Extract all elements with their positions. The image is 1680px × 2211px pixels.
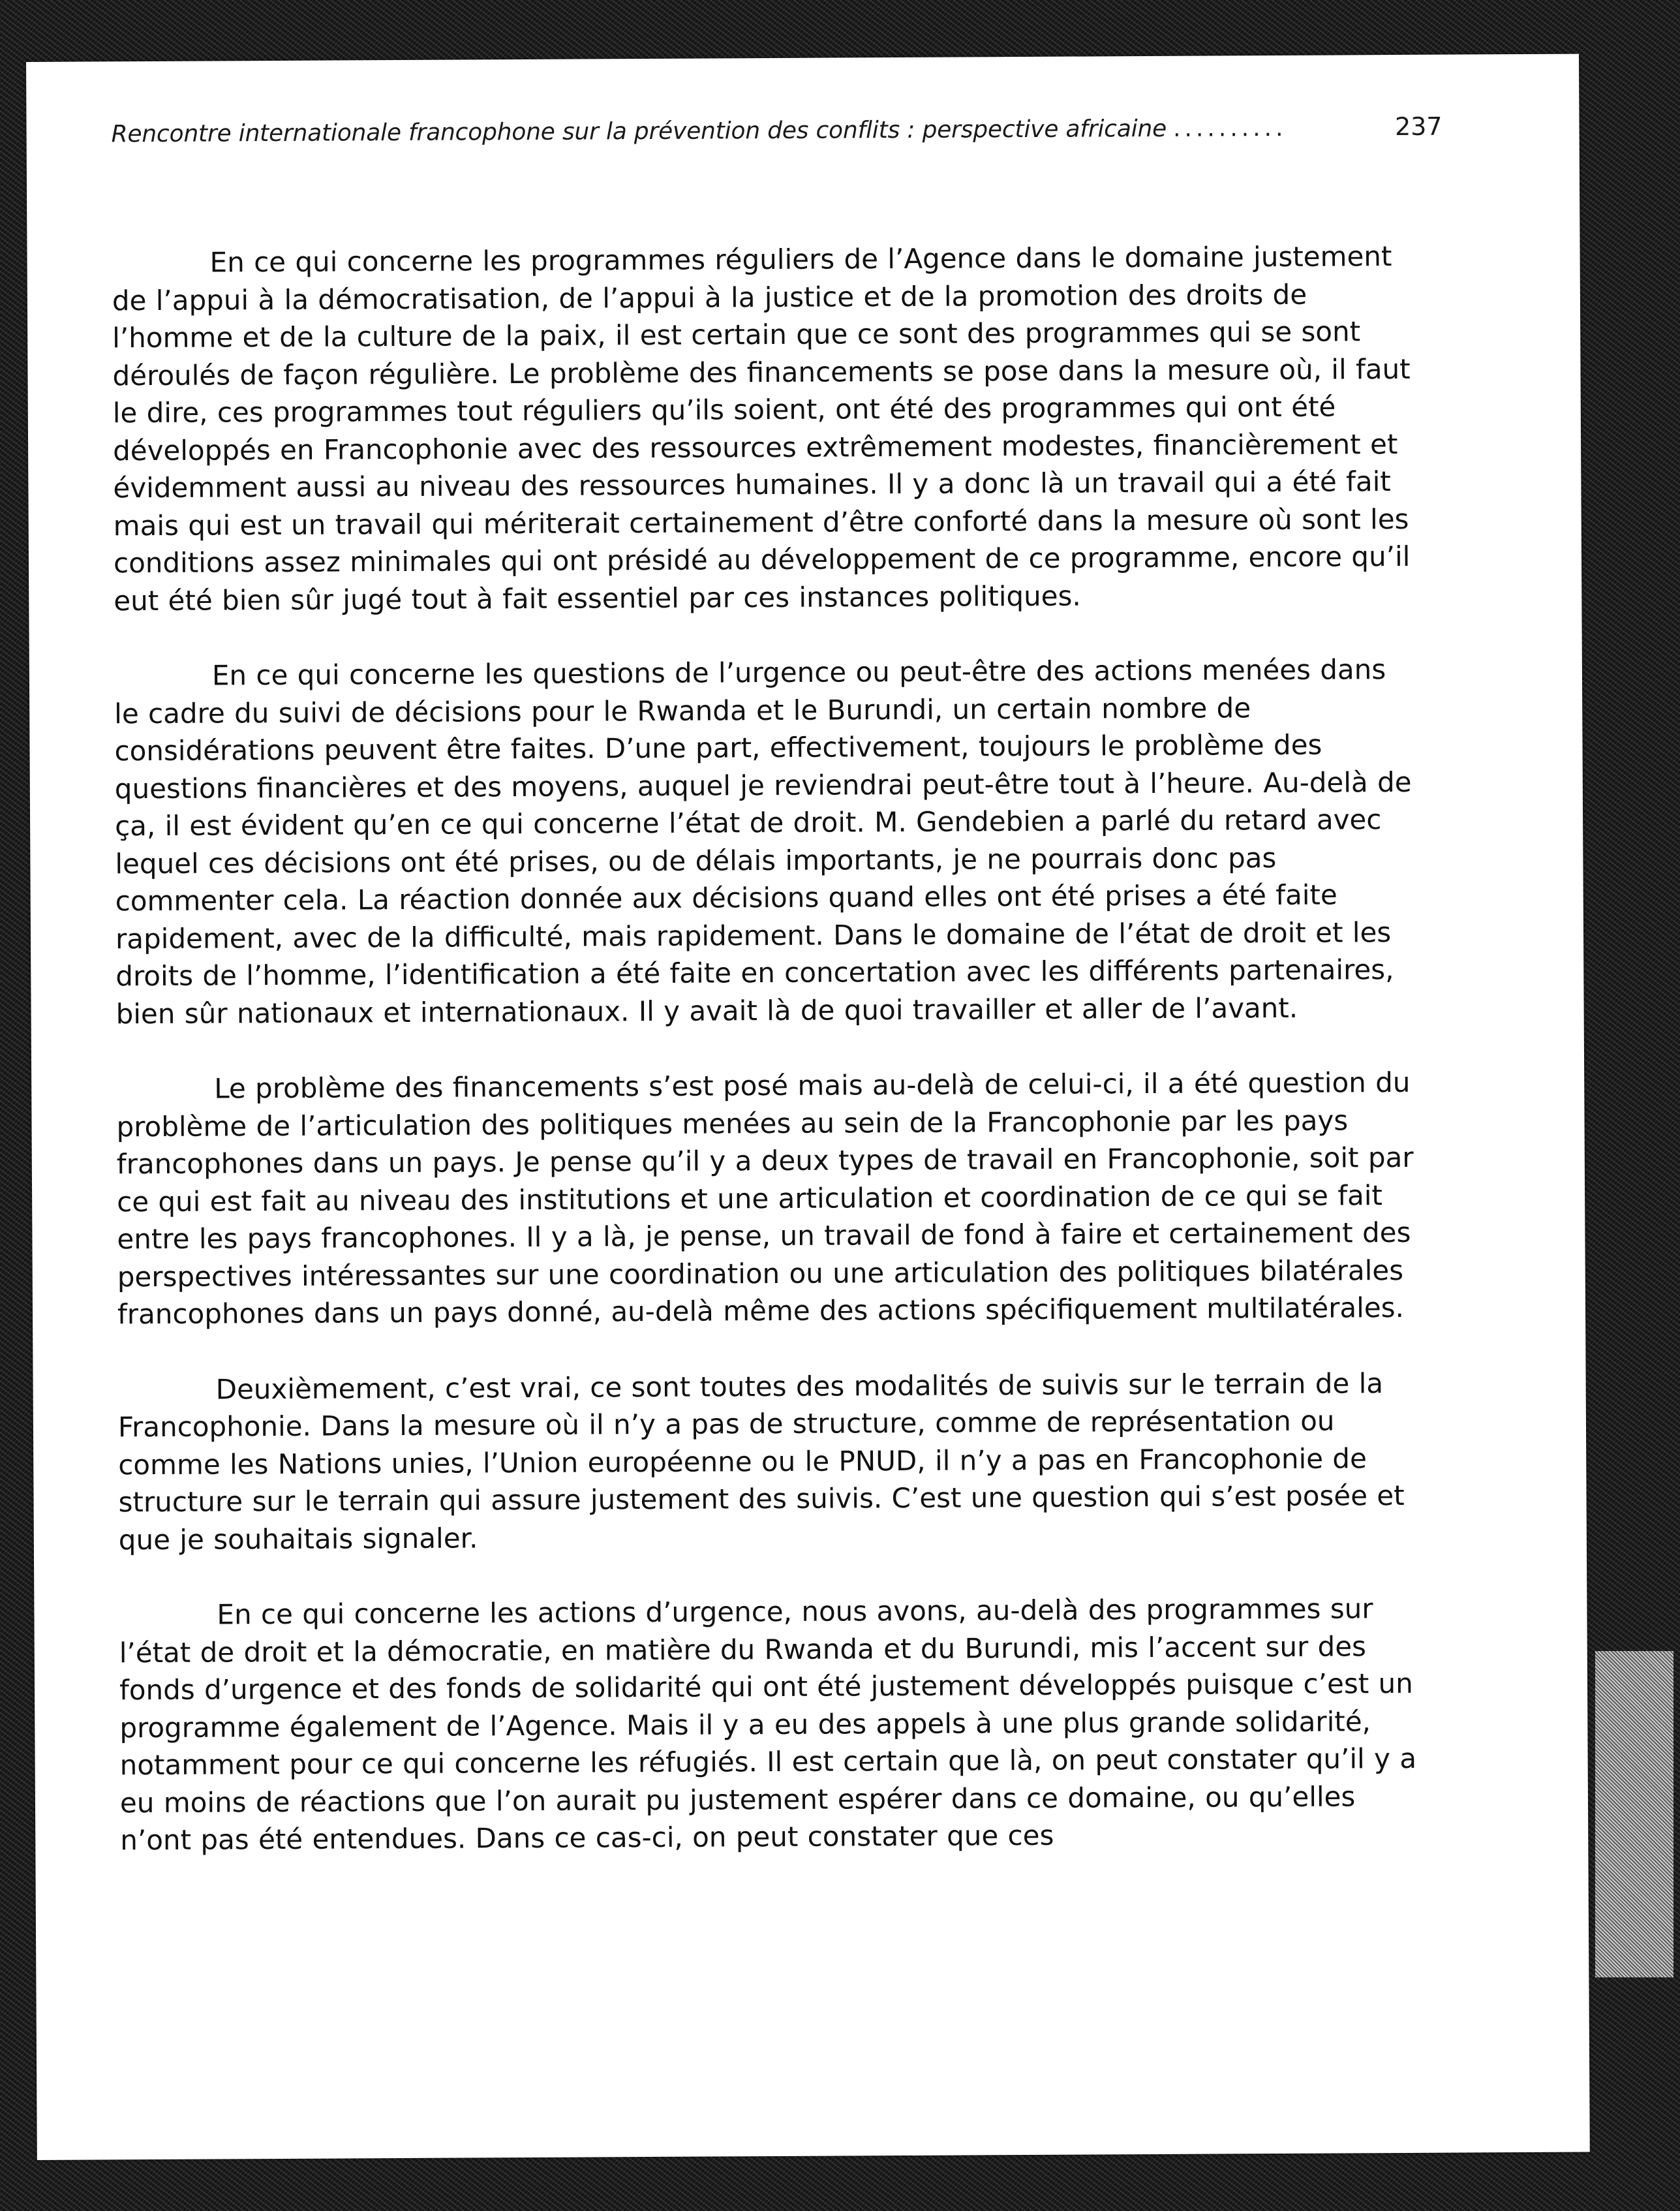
paragraph-2: En ce qui concerne les questions de l’urgence ou peut-être des actions menées dans le cadre du suivi de décisions pour le Rwanda et le Burundi, un certain nombre de considérations peuvent être faites. D’une part, effectivement, toujours le problème des questions financières et des moyens, auquel je reviendrai peut-être tout à l’heure. Au-delà de ça, il est évident qu’en ce qui concerne l’état de droit. M. Gendebien a parlé du retard avec lequel ces décisions ont été prises, ou de délais importants, je ne pourrais donc pas commenter cela. La réaction donnée aux décisions quand elles ont été prises a été faite rapidement, avec de la difficulté, mais rapidement. Dans le domaine de l’état de droit et les droits de l’homme, l’identification a été faite en concertation avec les différents partenaires, bien sûr nationaux et internationaux. Il y avait là de quoi travailler et aller de l’avant. (114, 653, 1412, 1030)
header-title: Rencontre internationale francophone sur la prévention des conflits : perspective africaine (111, 115, 1167, 148)
page-number: 237 (1394, 112, 1443, 142)
scan-edge-strip (1595, 1651, 1673, 1977)
body-text (112, 238, 1418, 1897)
paragraph-3: Le problème des financements s’est posé mais au-delà de celui-ci, il a été question du problème de l’articulation des politiques menées au sein de la Francophonie par les pays francophones dans un pays. Je pense qu’il y a deux types de travail en Francophonie, soit par ce qui est fait au niveau des institutions et une articulation et coordination de ce qui se fait entre les pays francophones. Il y a là, je pense, un travail de fond à faire et certainement des perspectives intéressantes sur une coordination ou une articulation des politiques bilatérales francophones dans un pays donné, au-delà même des actions spécifiquement multilatérales. (116, 1066, 1414, 1331)
header-leader-dots: .......... (1172, 114, 1287, 142)
paragraph-1: En ce qui concerne les programmes réguliers de l’Agence dans le domaine justement de l’appui à la démocratisation, de l’appui à la justice et de la promotion des droits de l’homme et de la culture de la paix, il est certain que ce sont des programmes qui se sont déroulés de façon régulière. Le problème des financements se pose dans la mesure où, il faut le dire, ces programmes tout réguliers qu’ils soient, ont été des programmes qui ont été développés en Francophonie avec des ressources extrêmement modestes, financièrement et évidemment aussi au niveau des ressources humaines. Il y a donc là un travail qui a été fait mais qui est un travail qui mériterait certainement d’être conforté dans la mesure où sont les conditions assez minimales qui ont présidé au développement de ce programme, encore qu’il eut été bien sûr jugé tout à fait essentiel par ces instances politiques. (112, 240, 1411, 617)
paragraph-5: En ce qui concerne les actions d’urgence, nous avons, au-delà des programmes sur l’état de droit et la démocratie, en matière du Rwanda et du Burundi, mis l’accent sur des fonds d’urgence et des fonds de solidarité qui ont été justement développés puisque c’est un programme également de l’Agence. Mais il y a eu des appels à une plus grande solidarité, notamment pour ce qui concerne les réfugiés. Il est certain que là, on peut constater qu’il y a eu moins de réactions que l’on aurait pu justement espérer dans ce domaine, ou qu’elles n’ont pas été entendues. Dans ce cas-ci, on peut constater que ces (119, 1592, 1417, 1857)
paragraph-4: Deuxièmement, c’est vrai, ce sont toutes des modalités de suivis sur le terrain de la Francophonie. Dans la mesure où il n’y a pas de structure, comme de représentation ou comme les Nations unies, l’Union européenne ou le PNUD, il n’y a pas en Francophonie de structure sur le terrain qui assure justement des suivis. C’est une question qui s’est posée et que je souhaitais signaler. (117, 1367, 1405, 1556)
document-page (26, 54, 1590, 2160)
running-header (111, 112, 1442, 148)
